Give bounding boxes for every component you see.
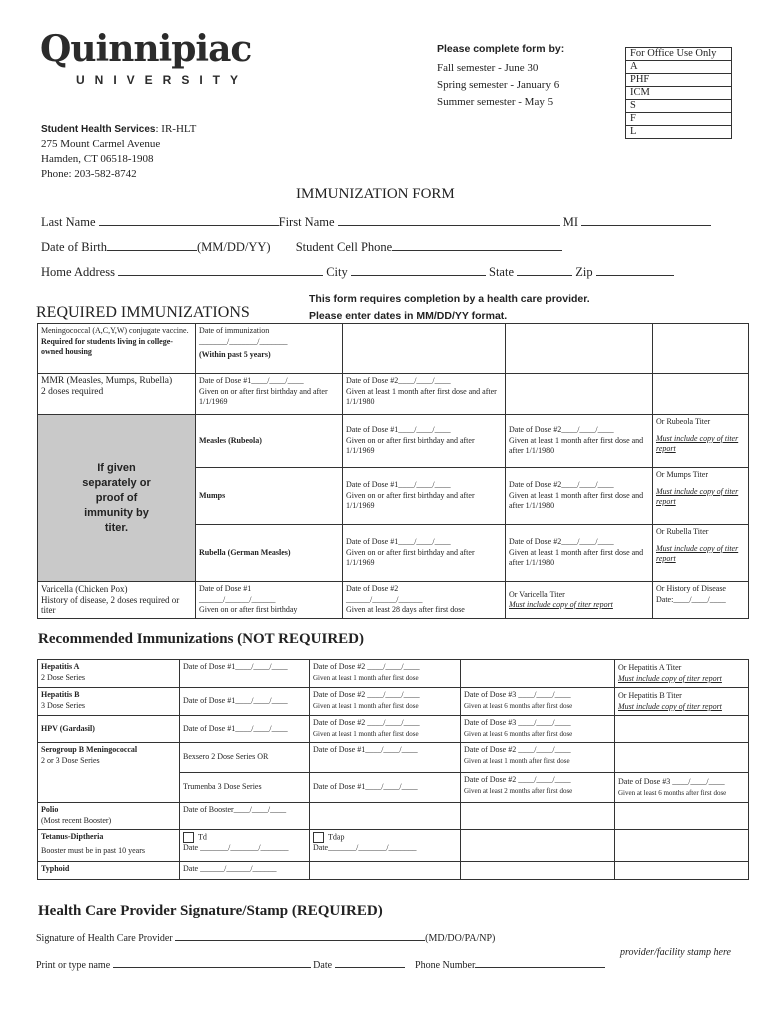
signature-field[interactable] xyxy=(175,940,425,941)
home-address-label: Home Address xyxy=(41,265,115,279)
hepa-dose2-cell[interactable] xyxy=(310,660,461,688)
varicella-dose1-blank: ______/______/______ xyxy=(199,594,276,604)
varicella-titer-note: Must include copy of titer report xyxy=(509,600,613,609)
measles-dose1-label: Date of Dose #1____/____/____ xyxy=(346,425,451,435)
rubella-dose2-note: Given at least 1 month after first dose and after 1/1/1980 xyxy=(509,547,644,568)
polio-date[interactable]: Date of Booster____/____/____ xyxy=(180,803,310,830)
university-logo-subtitle: UNIVERSITY xyxy=(76,73,249,87)
menb-series: 2 or 3 Dose Series xyxy=(41,755,100,765)
signature-suffix: (MD/DO/PA/NP) xyxy=(425,933,496,944)
tetanus-name: Tetanus-Diptheria xyxy=(41,832,104,841)
menb-cell xyxy=(38,743,180,803)
print-name-field[interactable] xyxy=(113,967,311,968)
rubella-dose1-note: Given on or after first birthday and after 1/1/1969 xyxy=(346,547,475,568)
mmr-name: MMR (Measles, Mumps, Rubella) xyxy=(41,376,173,386)
rubeola-titer-label: Or Rubeola Titer xyxy=(656,417,711,426)
tdap-date: Date_______/_______/_______ xyxy=(313,843,417,852)
bexsero-dose1[interactable]: Date of Dose #1____/____/____ xyxy=(310,743,461,773)
tetanus-note: Booster must be in past 10 years xyxy=(41,845,145,855)
mmr-doses: 2 doses required xyxy=(41,387,104,397)
hpv-dose3-note: Given at least 6 months after first dose xyxy=(464,729,573,738)
dob-field[interactable] xyxy=(107,250,197,251)
hepb-cell xyxy=(38,688,180,716)
mumps-dose2-cell[interactable] xyxy=(506,468,653,525)
name-row xyxy=(41,215,711,230)
office-row-icm[interactable]: ICM xyxy=(626,87,732,100)
tdap-checkbox[interactable] xyxy=(313,832,324,843)
empty-cell xyxy=(310,803,461,830)
td-cell[interactable] xyxy=(180,830,310,862)
empty-cell xyxy=(461,862,615,880)
hpv-dose2-note: Given at least 1 month after first dose xyxy=(313,729,419,738)
print-row xyxy=(36,960,605,971)
mi-field[interactable] xyxy=(581,225,711,226)
hpv-dose2-label: Date of Dose #2 ____/____/____ xyxy=(313,718,420,727)
polio-cell xyxy=(38,803,180,830)
office-row-f[interactable]: F xyxy=(626,113,732,126)
print-name-label: Print or type name xyxy=(36,960,111,971)
trumenba-dose3-note: Given at least 6 months after first dose xyxy=(618,788,727,797)
hepb-series: 3 Dose Series xyxy=(41,700,85,710)
trumenba-dose3-label: Date of Dose #3 ____/____/____ xyxy=(618,777,725,786)
trumenba-dose1[interactable]: Date of Dose #1____/____/____ xyxy=(310,773,461,803)
last-name-label: Last Name xyxy=(41,215,96,229)
city-label: City xyxy=(326,265,348,279)
empty-cell xyxy=(310,862,461,880)
signature-row xyxy=(36,933,495,944)
varicella-dose1-cell[interactable] xyxy=(196,582,343,619)
office-row-a[interactable]: A xyxy=(626,61,732,74)
measles-label: Measles (Rubeola) xyxy=(196,415,343,468)
city-field[interactable] xyxy=(351,275,486,276)
notice-line1: This form requires completion by a health care provider. xyxy=(309,293,590,305)
disease-history-date: Date:____/____/____ xyxy=(656,594,726,604)
hepb-dose2-note: Given at least 1 month after first dose xyxy=(313,701,419,710)
hepa-cell xyxy=(38,660,180,688)
empty-cell xyxy=(506,324,653,374)
varicella-dose1-label: Date of Dose #1 xyxy=(199,584,252,593)
hpv-dose1[interactable]: Date of Dose #1____/____/____ xyxy=(180,716,310,743)
hepa-titer-note: Must include copy of titer report xyxy=(618,673,722,683)
trumenba-label: Trumenba 3 Dose Series xyxy=(180,773,310,803)
rubella-titer-cell[interactable] xyxy=(653,525,749,582)
mening-requirement: Required for students living in college-owned housing xyxy=(41,336,173,356)
mumps-dose1-label: Date of Dose #1____/____/____ xyxy=(346,480,451,490)
hepa-titer-label: Or Hepatitis A Titer xyxy=(618,663,682,672)
required-heading: REQUIRED IMMUNIZATIONS xyxy=(36,304,250,321)
varicella-titer-cell[interactable] xyxy=(506,582,653,619)
phone-number: Phone: 203-582-8742 xyxy=(41,168,137,180)
td-checkbox[interactable] xyxy=(183,832,194,843)
measles-dose1-cell[interactable] xyxy=(343,415,506,468)
rubella-titer-note: Must include copy of titer report xyxy=(656,543,739,563)
signature-label: Signature of Health Care Provider xyxy=(36,933,173,944)
rubella-dose1-cell[interactable] xyxy=(343,525,506,582)
bexsero-label: Bexsero 2 Dose Series OR xyxy=(180,743,310,773)
first-name-label: First Name xyxy=(278,215,335,229)
required-table xyxy=(37,323,749,619)
empty-cell xyxy=(653,324,749,374)
empty-cell xyxy=(615,862,749,880)
mening-date-blank: _______/_______/_______ xyxy=(199,336,288,346)
first-name-field[interactable] xyxy=(338,225,560,226)
rubeola-titer-cell[interactable] xyxy=(653,415,749,468)
rubella-label: Rubella (German Measles) xyxy=(196,525,343,582)
hepa-dose2-label: Date of Dose #2 ____/____/____ xyxy=(313,662,420,671)
varicella-dose2-note: Given at least 28 days after first dose xyxy=(346,605,465,614)
hpv-name: HPV (Gardasil) xyxy=(38,716,180,743)
mumps-titer-cell[interactable] xyxy=(653,468,749,525)
recommended-heading: Recommended Immunizations (NOT REQUIRED) xyxy=(38,631,364,647)
mmr-dose1-note: Given on or after first birthday and after 1/1/1969 xyxy=(199,386,328,406)
measles-dose1-note: Given on or after first birthday and after 1/1/1969 xyxy=(346,435,475,456)
hpv-dose2-cell[interactable] xyxy=(310,716,461,743)
rubeola-titer-note: Must include copy of titer report xyxy=(656,433,739,453)
varicella-history: History of disease, 2 doses required or titer xyxy=(41,594,180,615)
bexsero-dose2-note: Given at least 1 month after first dose xyxy=(464,756,570,765)
mmr-cell xyxy=(38,374,196,415)
dept-code: : IR-HLT xyxy=(155,123,197,135)
disease-history-cell[interactable] xyxy=(653,582,749,619)
street-address: 275 Mount Carmel Avenue xyxy=(41,138,161,150)
titer-block-text: If given separately or proof of immunity by titer. xyxy=(82,461,151,534)
date-label: Date xyxy=(313,960,333,971)
office-row-s[interactable]: S xyxy=(626,100,732,113)
varicella-dose2-cell[interactable] xyxy=(343,582,506,619)
notice-line2: Please enter dates in MM/DD/YY format. xyxy=(309,310,508,322)
hepb-dose2-label: Date of Dose #2 ____/____/____ xyxy=(313,690,420,699)
mening-within: (Within past 5 years) xyxy=(199,350,271,359)
disease-history-label: Or History of Disease xyxy=(656,584,726,593)
mumps-titer-label: Or Mumps Titer xyxy=(656,470,709,479)
mumps-dose1-note: Given on or after first birthday and after 1/1/1969 xyxy=(346,490,475,511)
mumps-dose1-cell[interactable] xyxy=(343,468,506,525)
deadline-block xyxy=(437,42,617,111)
state-field[interactable] xyxy=(517,275,572,276)
office-row-l[interactable]: L xyxy=(626,126,732,139)
dob-format: (MM/DD/YY) xyxy=(196,240,271,254)
hepa-dose2-note: Given at least 1 month after first dose xyxy=(313,673,419,682)
empty-cell xyxy=(615,803,749,830)
mumps-label: Mumps xyxy=(196,468,343,525)
deadline-title: Please complete form by: xyxy=(437,43,565,55)
office-use-table xyxy=(625,47,732,139)
empty-cell xyxy=(615,830,749,862)
mening-date-label: Date of immunization xyxy=(199,326,270,335)
hepa-dose1[interactable]: Date of Dose #1____/____/____ xyxy=(180,660,310,688)
rubella-dose2-cell[interactable] xyxy=(506,525,653,582)
zip-label: Zip xyxy=(575,265,593,279)
rubella-titer-label: Or Rubella Titer xyxy=(656,527,709,536)
university-logo: Quinnipiac xyxy=(40,28,252,70)
rubella-dose2-label: Date of Dose #2____/____/____ xyxy=(509,537,614,547)
hepb-dose2-cell[interactable] xyxy=(310,688,461,716)
td-label: Td xyxy=(198,832,207,842)
empty-cell xyxy=(653,374,749,415)
phone-field[interactable] xyxy=(475,967,605,968)
signature-heading: Health Care Provider Signature/Stamp (REQUIRED) xyxy=(38,903,383,919)
td-date: Date _______/_______/_______ xyxy=(183,843,289,852)
mening-name: Meningococcal (A,C,Y,W) conjugate vaccine. xyxy=(41,326,189,335)
hpv-dose3-label: Date of Dose #3 ____/____/____ xyxy=(464,718,571,727)
address-block xyxy=(41,122,196,182)
trumenba-dose2-cell[interactable] xyxy=(461,773,615,803)
hepb-dose1[interactable]: Date of Dose #1____/____/____ xyxy=(180,688,310,716)
date-field[interactable] xyxy=(335,967,405,968)
empty-cell xyxy=(461,830,615,862)
mmr-dose2-cell[interactable] xyxy=(343,374,506,415)
cell-field[interactable] xyxy=(392,250,562,251)
typhoid-name: Typhoid xyxy=(38,862,180,880)
office-row-phf[interactable]: PHF xyxy=(626,74,732,87)
hepb-dose3-note: Given at least 6 months after first dose xyxy=(464,701,573,710)
stamp-note: provider/facility stamp here xyxy=(620,947,731,958)
dept-name: Student Health Services xyxy=(41,124,156,135)
hepb-titer-note: Must include copy of titer report xyxy=(618,701,722,711)
mmr-dose2-label: Date of Dose #2____/____/____ xyxy=(346,376,451,385)
hepb-titer-cell[interactable] xyxy=(615,688,749,716)
mmr-dose1-cell[interactable] xyxy=(196,374,343,415)
menb-name: Serogroup B Meningococcal xyxy=(41,745,138,754)
varicella-cell xyxy=(38,582,196,619)
hepb-dose3-cell[interactable] xyxy=(461,688,615,716)
hpv-dose3-cell[interactable] xyxy=(461,716,615,743)
mumps-dose2-note: Given at least 1 month after first dose and after 1/1/1980 xyxy=(509,490,644,511)
state-label: State xyxy=(489,265,514,279)
mumps-dose2-label: Date of Dose #2____/____/____ xyxy=(509,480,614,490)
bexsero-dose2-label: Date of Dose #2 ____/____/____ xyxy=(464,745,571,754)
measles-dose2-note: Given at least 1 month after first dose and after 1/1/1980 xyxy=(509,435,644,456)
trumenba-dose3-cell[interactable] xyxy=(615,773,749,803)
empty-cell xyxy=(461,803,615,830)
polio-note: (Most recent Booster) xyxy=(41,815,112,825)
varicella-dose2-blank: ______/______/______ xyxy=(346,594,423,604)
cell-label: Student Cell Phone xyxy=(295,240,393,254)
provider-notice xyxy=(309,291,590,325)
tetanus-cell xyxy=(38,830,180,862)
measles-dose2-cell[interactable] xyxy=(506,415,653,468)
empty-cell xyxy=(615,743,749,773)
varicella-titer-label: Or Varicella Titer xyxy=(509,589,565,599)
city-address: Hamden, CT 06518-1908 xyxy=(41,153,154,165)
typhoid-date[interactable]: Date ______/______/______ xyxy=(180,862,310,880)
office-use-title: For Office Use Only xyxy=(626,48,732,61)
last-name-field[interactable] xyxy=(99,225,279,226)
hepb-name: Hepatitis B xyxy=(41,690,80,699)
deadline-summer: Summer semester - May 5 xyxy=(437,96,554,108)
mmr-dose2-note: Given at least 1 month after first dose and after 1/1/1980 xyxy=(346,386,497,406)
deadline-spring: Spring semester - January 6 xyxy=(437,79,560,91)
rubella-dose1-label: Date of Dose #1____/____/____ xyxy=(346,537,451,547)
mening-date-cell[interactable] xyxy=(196,324,343,374)
tdap-cell[interactable] xyxy=(310,830,461,862)
recommended-table xyxy=(37,659,749,880)
measles-dose2-label: Date of Dose #2____/____/____ xyxy=(509,425,614,435)
dob-row xyxy=(41,240,562,255)
mumps-titer-note: Must include copy of titer report xyxy=(656,486,739,506)
trumenba-dose2-note: Given at least 2 months after first dose xyxy=(464,786,573,795)
deadline-fall: Fall semester - June 30 xyxy=(437,62,539,74)
form-title: IMMUNIZATION FORM xyxy=(296,186,455,202)
tdap-label: Tdap xyxy=(328,832,345,842)
hepa-name: Hepatitis A xyxy=(41,662,80,671)
empty-cell xyxy=(615,716,749,743)
mmr-dose1-label: Date of Dose #1____/____/____ xyxy=(199,376,304,385)
mi-label: MI xyxy=(562,215,579,229)
empty-cell xyxy=(506,374,653,415)
zip-field[interactable] xyxy=(596,275,674,276)
polio-name: Polio xyxy=(41,805,59,814)
dob-label: Date of Birth xyxy=(41,240,107,254)
trumenba-dose2-label: Date of Dose #2 ____/____/____ xyxy=(464,775,571,784)
bexsero-dose2-cell[interactable] xyxy=(461,743,615,773)
varicella-dose1-note: Given on or after first birthday xyxy=(199,605,298,614)
hepb-titer-label: Or Hepatitis B Titer xyxy=(618,691,682,700)
hepb-dose3-label: Date of Dose #3 ____/____/____ xyxy=(464,690,571,699)
varicella-name: Varicella (Chicken Pox) xyxy=(41,584,128,594)
mening-cell xyxy=(38,324,196,374)
varicella-dose2-label: Date of Dose #2 xyxy=(346,584,399,593)
home-address-field[interactable] xyxy=(118,275,323,276)
empty-cell xyxy=(343,324,506,374)
address-row xyxy=(41,265,674,280)
phone-label: Phone Number xyxy=(415,960,476,971)
titer-block-cell xyxy=(38,415,196,582)
hepa-titer-cell[interactable] xyxy=(615,660,749,688)
empty-cell xyxy=(461,660,615,688)
hepa-series: 2 Dose Series xyxy=(41,672,85,682)
